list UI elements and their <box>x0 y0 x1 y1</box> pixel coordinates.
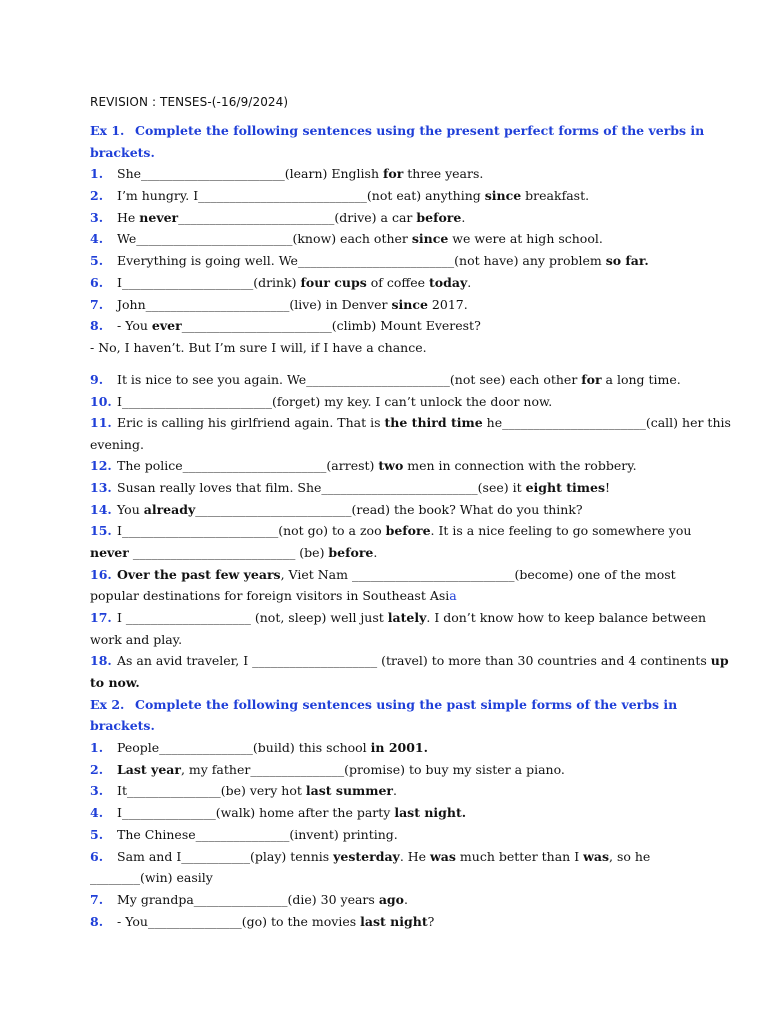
question-text: I’m hungry. I___________________________(not eat) anything since breakfast. <box>117 188 590 203</box>
question-text: popular destinations for foreign visitors in Southeast Asia <box>90 588 457 603</box>
question-number: 3. <box>90 783 104 798</box>
question-number: 8. <box>90 914 104 929</box>
question-text: The Chinese_______________(invent) printing. <box>117 827 398 842</box>
question-number: 1. <box>90 740 104 755</box>
question-number: 7. <box>90 297 104 312</box>
question-number: 4. <box>90 805 104 820</box>
question-number: 3. <box>90 210 104 225</box>
question-line <box>90 231 603 247</box>
question-line-continuation <box>90 632 182 648</box>
question-number: 10. <box>90 394 112 409</box>
question-line <box>90 892 408 908</box>
question-line <box>90 653 729 669</box>
question-line-continuation <box>90 437 144 453</box>
question-text: work and play. <box>90 632 183 647</box>
question-number: 11. <box>90 415 112 430</box>
question-line <box>90 914 434 930</box>
question-number: 6. <box>90 275 104 290</box>
question-text: It_______________(be) very hot last summer. <box>117 783 398 798</box>
question-line-continuation <box>90 340 427 356</box>
ex1-instruction <box>90 123 704 139</box>
question-text: I_____________________(drink) four cups of coffee today. <box>117 275 472 290</box>
question-line <box>90 458 637 474</box>
question-text: People_______________(build) this school in 2001. <box>117 740 428 755</box>
question-line-continuation <box>90 588 457 604</box>
question-text: John_______________________(live) in Denver since 2017. <box>117 297 468 312</box>
question-line <box>90 253 649 269</box>
question-number: 18. <box>90 653 112 668</box>
question-number: 7. <box>90 892 104 907</box>
question-text: It is nice to see you again. We_______________________(not see) each other for a long time. <box>117 372 681 387</box>
question-line-continuation <box>90 870 213 886</box>
question-number: 2. <box>90 188 104 203</box>
question-text: Last year, my father_______________(promise) to buy my sister a piano. <box>117 762 565 777</box>
question-line <box>90 502 583 518</box>
question-text: As an avid traveler, I ____________________ (travel) to more than 30 countries and 4 continents up <box>117 653 729 668</box>
question-number: 5. <box>90 253 104 268</box>
question-text: Everything is going well. We_________________________(not have) any problem so far. <box>117 253 649 268</box>
question-number: 13. <box>90 480 112 495</box>
question-text: We_________________________(know) each other since we were at high school. <box>117 231 603 246</box>
question-line-continuation <box>90 545 377 561</box>
question-text: The police_______________________(arrest) two men in connection with the robbery. <box>117 458 637 473</box>
question-text: never __________________________ (be) before. <box>90 545 378 560</box>
question-line <box>90 166 483 182</box>
question-number: 6. <box>90 849 104 864</box>
ex1-instruction-cont: brackets. <box>90 145 155 160</box>
question-number: 5. <box>90 827 104 842</box>
question-number: 12. <box>90 458 112 473</box>
question-text: Over the past few years, Viet Nam __________________________(become) one of the most <box>117 567 676 582</box>
ex1-label: Ex 1. <box>90 123 125 138</box>
question-line <box>90 210 465 226</box>
question-line <box>90 567 676 583</box>
question-line <box>90 783 397 799</box>
question-line <box>90 275 471 291</box>
question-number: 15. <box>90 523 112 538</box>
question-line <box>90 762 565 778</box>
ex1-instruction-text: Complete the following sentences using the present perfect forms of the verbs in <box>135 123 705 138</box>
question-text: Eric is calling his girlfriend again. That is the third time he_______________________(call) her this <box>117 415 731 430</box>
question-text: You already_________________________(read) the book? What do you think? <box>117 502 583 517</box>
ex2-instruction-text: Complete the following sentences using the past simple forms of the verbs in <box>135 697 678 712</box>
question-line <box>90 849 650 865</box>
question-text: evening. <box>90 437 144 452</box>
question-line <box>90 610 706 626</box>
question-line <box>90 372 681 388</box>
question-text: - No, I haven’t. But I’m sure I will, if I have a chance. <box>90 340 427 355</box>
question-text: I_______________(walk) home after the party last night. <box>117 805 467 820</box>
question-number: 9. <box>90 372 104 387</box>
ex2-label: Ex 2. <box>90 697 125 712</box>
question-line-continuation <box>90 675 140 691</box>
question-text: Sam and I___________(play) tennis yesterday. He was much better than I was, so he <box>117 849 651 864</box>
question-line <box>90 523 691 539</box>
question-text: She_______________________(learn) English for three years. <box>117 166 484 181</box>
question-text: I________________________(forget) my key. I can’t unlock the door now. <box>117 394 553 409</box>
question-line <box>90 318 481 334</box>
question-text: Susan really loves that film. She_________________________(see) it eight times! <box>117 480 611 495</box>
question-text: - You_______________(go) to the movies last night? <box>117 914 435 929</box>
question-number: 17. <box>90 610 112 625</box>
question-line <box>90 805 466 821</box>
ex2-instruction-cont: brackets. <box>90 718 155 733</box>
question-text: I ____________________ (not, sleep) well just lately. I don’t know how to keep balance between <box>117 610 707 625</box>
question-number: 8. <box>90 318 104 333</box>
question-line <box>90 827 398 843</box>
question-line <box>90 188 589 204</box>
question-line <box>90 394 552 410</box>
question-number: 4. <box>90 231 104 246</box>
ex2-instruction <box>90 697 677 713</box>
question-text: ________(win) easily <box>90 870 213 885</box>
question-text: I_________________________(not go) to a zoo before. It is a nice feeling to go somewhere you <box>117 523 692 538</box>
question-line <box>90 415 731 431</box>
question-number: 14. <box>90 502 112 517</box>
question-line <box>90 740 428 756</box>
question-line <box>90 480 610 496</box>
question-text: He never_________________________(drive) a car before. <box>117 210 466 225</box>
page-heading: REVISION : TENSES-(-16/9/2024) <box>90 95 289 109</box>
question-text: - You ever________________________(climb) Mount Everest? <box>117 318 481 333</box>
question-text: to now. <box>90 675 140 690</box>
question-number: 16. <box>90 567 112 582</box>
question-line <box>90 297 468 313</box>
question-number: 1. <box>90 166 104 181</box>
question-text: My grandpa_______________(die) 30 years ago. <box>117 892 408 907</box>
question-number: 2. <box>90 762 104 777</box>
